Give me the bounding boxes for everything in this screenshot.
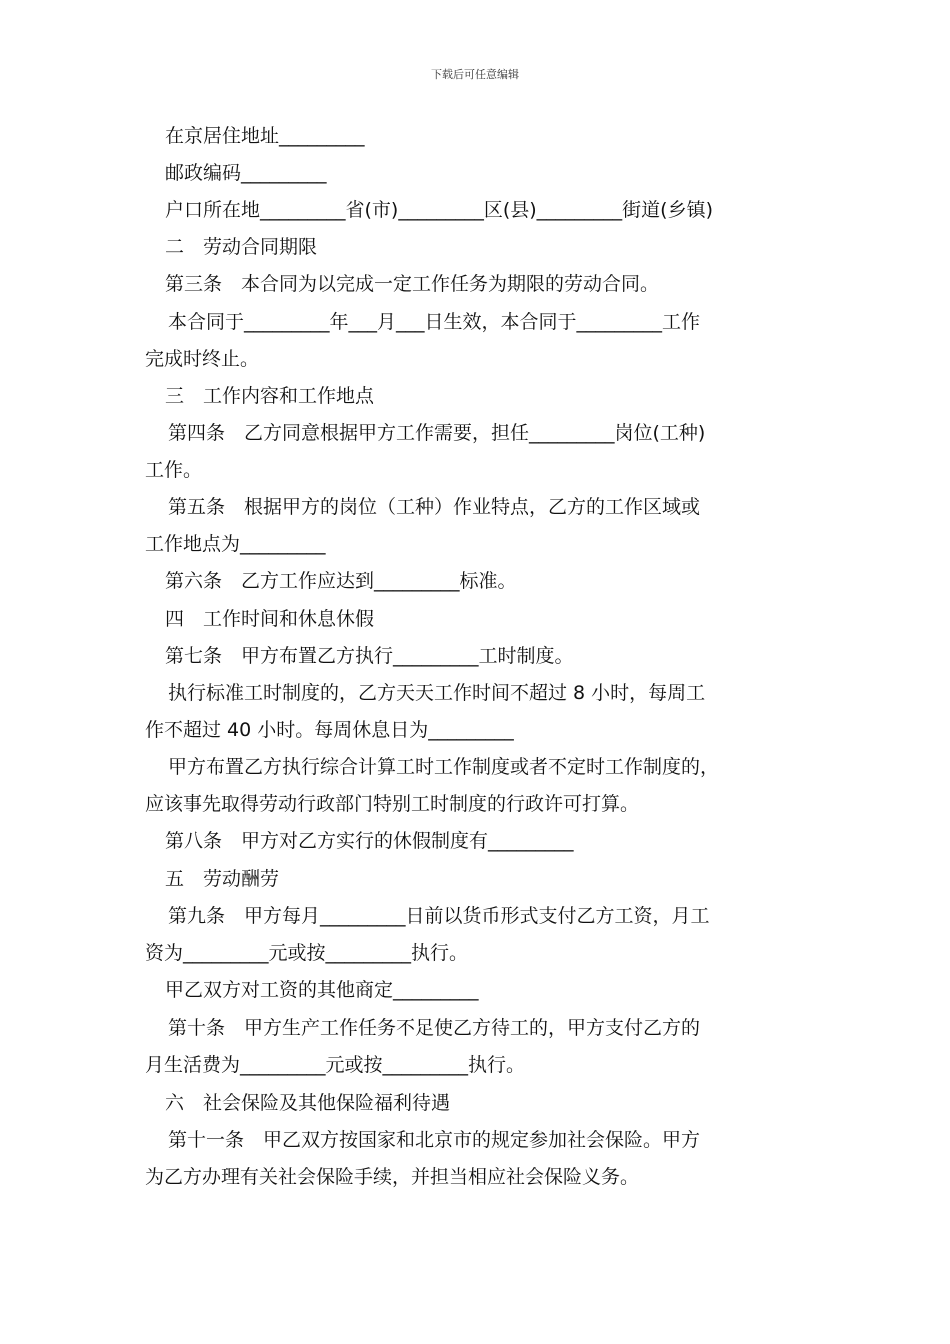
text-line: 在京居住地址_________ [165, 125, 365, 147]
section-heading: 三 工作内容和工作地点 [165, 385, 375, 407]
text-line: 第八条 甲方对乙方实行的休假制度有_________ [165, 830, 574, 852]
text-line: 应该事先取得劳动行政部门特别工时制度的行政许可打算。 [145, 793, 640, 815]
text-line: 第四条 乙方同意根据甲方工作需要，担任_________岗位(工种) [168, 422, 706, 444]
text-line: 甲方布置乙方执行综合计算工时工作制度或者不定时工作制度的， [168, 756, 720, 778]
text-line: 工作。 [145, 459, 203, 481]
section-heading: 六 社会保险及其他保险福利待遇 [165, 1092, 451, 1114]
text-line: 第三条 本合同为以完成一定工作任务为期限的劳动合同。 [165, 273, 660, 295]
text-line: 资为_________元或按_________执行。 [145, 942, 469, 964]
text-line: 第九条 甲方每月_________日前以货币形式支付乙方工资，月工 [168, 905, 710, 927]
text-line: 本合同于_________年___月___日生效，本合同于_________工作 [168, 311, 701, 333]
text-line: 第五条 根据甲方的岗位（工种）作业特点，乙方的工作区域或 [168, 496, 701, 518]
text-line: 第七条 甲方布置乙方执行_________工时制度。 [165, 645, 574, 667]
text-line: 为乙方办理有关社会保险手续，并担当相应社会保险义务。 [145, 1166, 640, 1188]
text-line: 第十条 甲方生产工作任务不足使乙方待工的，甲方支付乙方的 [168, 1017, 701, 1039]
text-line: 完成时终止。 [145, 348, 260, 370]
section-heading: 二 劳动合同期限 [165, 236, 318, 258]
text-line: 第十一条 甲乙双方按国家和北京市的规定参加社会保险。甲方 [168, 1129, 701, 1151]
section-heading: 四 工作时间和休息休假 [165, 608, 375, 630]
text-line: 月生活费为_________元或按_________执行。 [145, 1054, 526, 1076]
text-line: 作不超过 40 小时。每周休息日为_________ [145, 719, 514, 741]
text-line: 执行标准工时制度的，乙方天天工作时间不超过 8 小时，每周工 [168, 682, 706, 704]
section-heading: 五 劳动酬劳 [165, 868, 280, 890]
text-line: 邮政编码_________ [165, 162, 327, 184]
text-line: 户口所在地_________省(市)_________区(县)_________街道(乡镇) [165, 199, 713, 221]
text-line: 第六条 乙方工作应达到_________标准。 [165, 570, 517, 592]
page-header: 下载后可任意编辑 [431, 68, 519, 81]
text-line: 甲乙双方对工资的其他商定_________ [165, 979, 479, 1001]
text-line: 工作地点为_________ [145, 533, 326, 555]
